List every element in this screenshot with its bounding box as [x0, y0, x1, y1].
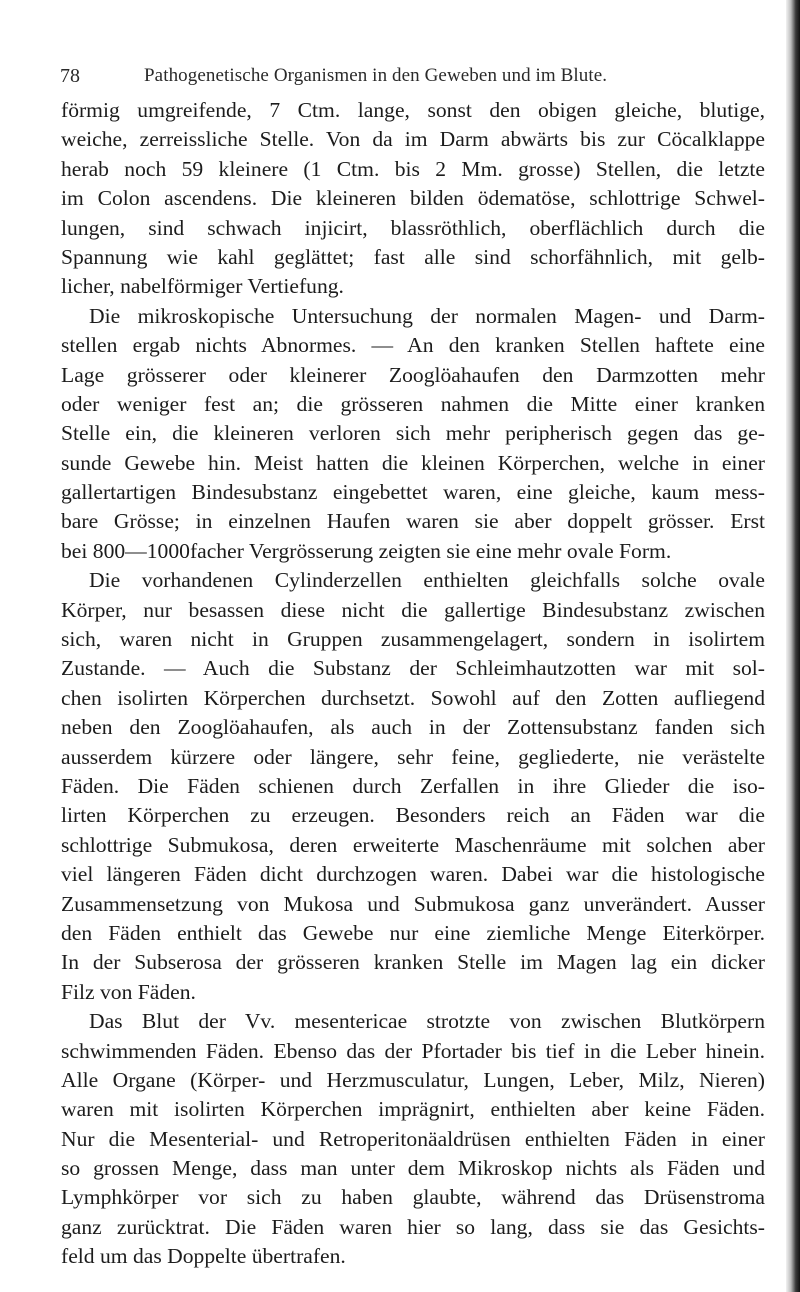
text-line: sich, waren nicht in Gruppen zusammengelagert, sondern in isolirtem [61, 627, 765, 652]
text-line: schwimmenden Fäden. Ebenso das der Pfortader bis tief in die Leber hinein. [61, 1038, 765, 1063]
text-line: oder weniger fest an; die grösseren nahmen die Mitte einer kranken [61, 391, 765, 416]
text-line: licher, nabelförmiger Vertiefung. [61, 274, 344, 299]
text-line: gallertartigen Bindesubstanz eingebettet waren, eine gleiche, kaum mess- [61, 480, 765, 505]
text-line: förmig umgreifende, 7 Ctm. lange, sonst den obigen gleiche, blutige, [61, 98, 765, 122]
text-line: ausserdem kürzere oder längere, sehr feine, gegliederte, nie verästelte [61, 744, 765, 769]
text-line: waren mit isolirten Körperchen imprägnirt, enthielten aber keine Fäden. [61, 1097, 765, 1122]
text-line: lungen, sind schwach injicirt, blassröthlich, oberflächlich durch die [61, 215, 765, 240]
text-line: bei 800—1000facher Vergrösserung zeigten sie eine mehr ovale Form. [61, 538, 672, 563]
text-line: Filz von Fäden. [61, 979, 196, 1004]
running-head [60, 62, 752, 90]
text-line: herab noch 59 kleinere (1 Ctm. bis 2 Mm. grosse) Stellen, die letzte [61, 156, 765, 181]
paragraph-4 [61, 1007, 765, 1272]
page-number: 78 [60, 65, 80, 87]
page-binding-edge [786, 0, 800, 1292]
text-line: feld um das Doppelte übertrafen. [61, 1244, 346, 1269]
text-line: In der Subserosa der grösseren kranken Stelle im Magen lag ein dicker [61, 950, 765, 975]
text-line: sunde Gewebe hin. Meist hatten die kleinen Körperchen, welche in einer [61, 450, 765, 475]
text-line: Spannung wie kahl geglättet; fast alle sind schorfähnlich, mit gelb- [61, 244, 765, 269]
text-line: den Fäden enthielt das Gewebe nur eine ziemliche Menge Eiterkörper. [61, 920, 765, 945]
paragraph-1 [61, 96, 765, 302]
paragraph-3 [61, 566, 765, 1007]
text-line: Körper, nur besassen diese nicht die gallertige Bindesubstanz zwischen [61, 597, 765, 622]
text-line: Nur die Mesenterial- und Retroperitonäaldrüsen enthielten Fäden in einer [61, 1126, 765, 1151]
text-line: neben den Zooglöahaufen, als auch in der Zottensubstanz fanden sich [61, 715, 765, 740]
text-line: Fäden. Die Fäden schienen durch Zerfallen in ihre Glieder die iso- [61, 773, 765, 798]
text-line: stellen ergab nichts Abnormes. — An den kranken Stellen haftete eine [61, 333, 765, 358]
text-line: lirten Körperchen zu erzeugen. Besonders reich an Fäden war die [61, 803, 765, 828]
text-line: ganz zurücktrat. Die Fäden waren hier so lang, dass sie das Gesichts- [61, 1214, 765, 1239]
text-line: im Colon ascendens. Die kleineren bilden ödematöse, schlottrige Schwel- [61, 186, 765, 211]
text-line: Stelle ein, die kleineren verloren sich mehr peripherisch gegen das ge- [61, 421, 765, 446]
text-line: Alle Organe (Körper- und Herzmusculatur, Lungen, Leber, Milz, Nieren) [61, 1067, 765, 1092]
text-line: schlottrige Submukosa, deren erweiterte Maschenräume mit solchen aber [61, 832, 765, 857]
running-title: Pathogenetische Organismen in den Geweben und im Blute. [144, 65, 608, 86]
paragraph-2 [61, 302, 765, 567]
text-line: bare Grösse; in einzelnen Haufen waren sie aber doppelt grösser. Erst [61, 509, 765, 534]
text-line: viel längeren Fäden dicht durchzogen waren. Dabei war die histologische [61, 862, 765, 887]
body-text [61, 96, 765, 1272]
text-line: Zustande. — Auch die Substanz der Schleimhautzotten war mit sol- [61, 656, 765, 681]
text-line: Das Blut der Vv. mesentericae strotzte von zwischen Blutkörpern [89, 1009, 765, 1034]
text-line: Zusammensetzung von Mukosa und Submukosa ganz unverändert. Ausser [61, 891, 765, 916]
text-line: Lage grösserer oder kleinerer Zooglöahaufen den Darmzotten mehr [61, 362, 765, 387]
text-line: Die vorhandenen Cylinderzellen enthielten gleichfalls solche ovale [89, 568, 765, 593]
text-line: Lymphkörper vor sich zu haben glaubte, während das Drüsenstroma [61, 1185, 765, 1210]
text-line: chen isolirten Körperchen durchsetzt. Sowohl auf den Zotten aufliegend [61, 685, 765, 710]
text-line: so grossen Menge, dass man unter dem Mikroskop nichts als Fäden und [61, 1156, 765, 1181]
text-line: weiche, zerreissliche Stelle. Von da im Darm abwärts bis zur Cöcalklappe [61, 127, 765, 152]
text-line: Die mikroskopische Untersuchung der normalen Magen- und Darm- [89, 303, 765, 328]
